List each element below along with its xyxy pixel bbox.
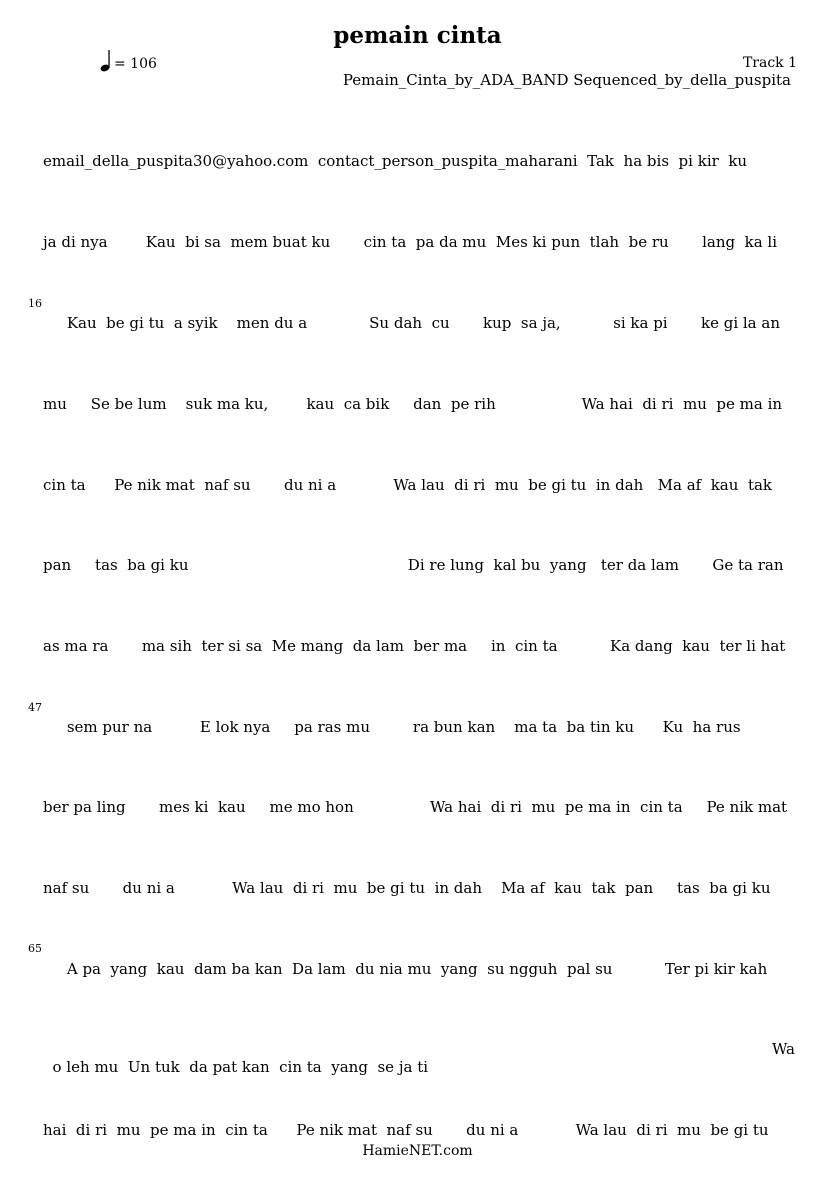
lyric-line: naf su du ni a Wa lau di ri mu be gi tu in dah Ma af kau tak pan tas ba gi ku	[43, 879, 771, 897]
lyric-line: A pa yang kau dam ba kan Da lam du nia mu yang su ngguh pal su Ter pi kir kah	[43, 960, 768, 978]
lyric-line: mu Se be lum suk ma ku, kau ca bik dan pe rih Wa hai di ri mu pe ma in	[43, 395, 783, 413]
quarter-note-icon	[100, 50, 112, 72]
credits-line: Pemain_Cinta_by_ADA_BAND Sequenced_by_della_puspita	[342, 71, 791, 89]
lyric-line	[43, 1040, 795, 1094]
measure-number: 65	[28, 942, 42, 955]
track-label: Track 1	[742, 55, 797, 71]
tempo-value: = 106	[114, 56, 157, 72]
lyric-line: sem pur na E lok nya pa ras mu ra bun kan ma ta ba tin ku Ku ha rus	[43, 718, 741, 736]
lyric-line: as ma ra ma sih ter si sa Me mang da lam ber ma in cin ta Ka dang kau ter li hat	[43, 637, 786, 655]
lyric-line: email_della_puspita30@yahoo.com contact_person_puspita_maharani Tak ha bis pi kir ku	[43, 152, 748, 170]
tempo-marking	[100, 50, 157, 72]
lyric-text: Wa	[771, 1040, 795, 1058]
footer-source: HamieNET.com	[362, 1143, 473, 1159]
score-title: pemain cinta	[333, 22, 502, 49]
measure-number: 47	[28, 701, 42, 714]
lyric-line: ber pa ling mes ki kau me mo hon Wa hai di ri mu pe ma in cin ta Pe nik mat	[43, 798, 788, 816]
lyric-line: Kau be gi tu a syik men du a Su dah cu kup sa ja, si ka pi ke gi la an	[43, 314, 780, 332]
lyric-line: pan tas ba gi ku Di re lung kal bu yang ter da lam Ge ta ran	[43, 556, 784, 574]
measure-number: 16	[28, 297, 42, 310]
lyric-line: cin ta Pe nik mat naf su du ni a Wa lau di ri mu be gi tu in dah Ma af kau tak	[43, 476, 773, 494]
lyric-text: o leh mu Un tuk da pat kan cin ta yang se ja ti	[52, 1058, 429, 1076]
lyric-line: hai di ri mu pe ma in cin ta Pe nik mat naf su du ni a Wa lau di ri mu be gi tu	[43, 1121, 769, 1139]
lyric-line: ja di nya Kau bi sa mem buat ku cin ta pa da mu Mes ki pun tlah be ru lang ka li	[43, 233, 778, 251]
